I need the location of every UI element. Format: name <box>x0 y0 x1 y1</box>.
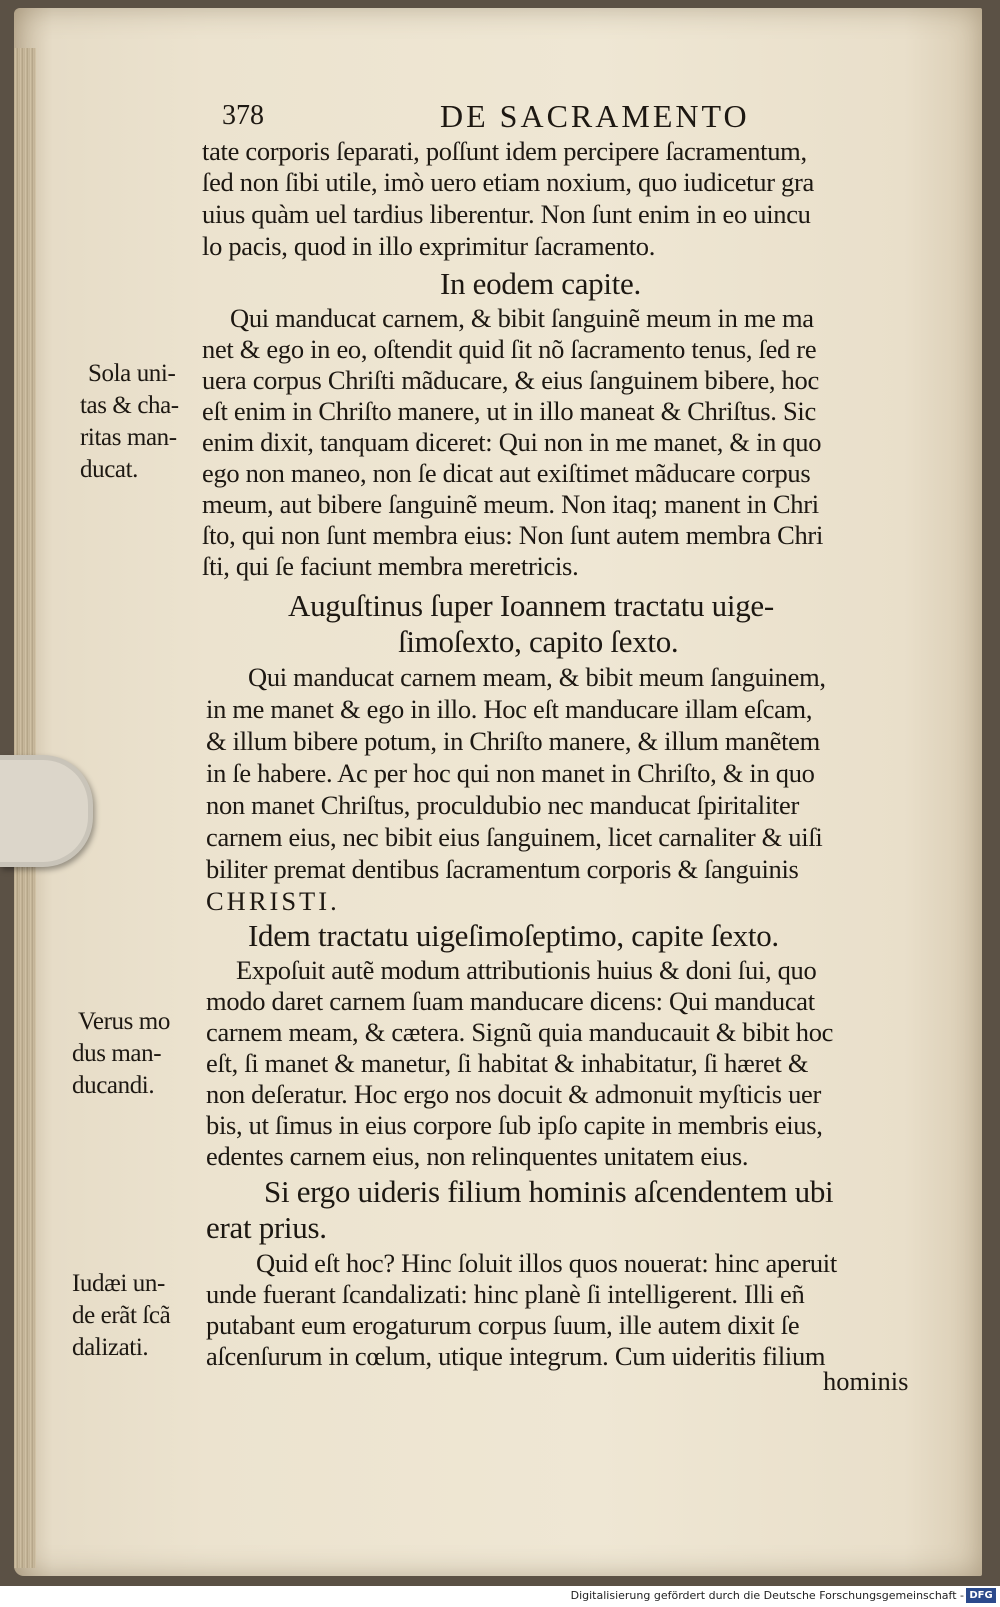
text-line: ego non maneo, non ſe dicat aut exiſtimet mãducare corpus <box>202 458 811 488</box>
marginal-note: dalizati. <box>72 1334 149 1361</box>
text-line: net & ego in eo, oſtendit quid ſit nõ ſacramento tenus, ſed re <box>202 334 817 364</box>
text-line: carnem eius, nec bibit eius ſanguinem, licet carnaliter & uiſi <box>206 822 823 852</box>
marginal-note: Iudæi un- <box>72 1270 165 1297</box>
text-line: modo daret carnem ſuam manducare dicens: Qui manducat <box>206 986 815 1016</box>
text-line: ſti, qui ſe faciunt membra meretricis. <box>202 551 579 581</box>
section-heading: Auguſtinus ſuper Ioannem tractatu uige- <box>288 588 774 623</box>
text-line: putabant eum erogaturum corpus ſuum, ille autem dixit ſe <box>206 1310 800 1340</box>
text-line: meum, aut bibere ſanguinẽ meum. Non itaq; manent in Chri <box>202 489 819 519</box>
marginal-note: de erãt ſcã <box>72 1302 171 1329</box>
text-line: eſt, ſi manet & manetur, ſi habitat & inhabitatur, ſi hæret & <box>206 1048 809 1078</box>
footer-credit: Digitalisierung gefördert durch die Deutsche Forschungsgemeinschaft - <box>570 1589 964 1602</box>
text-line: ſto, qui non ſunt membra eius: Non ſunt autem membra Chri <box>202 520 824 550</box>
marginal-note: tas & cha- <box>80 392 179 419</box>
page-number: 378 <box>222 100 264 131</box>
text-line: lo pacis, quod in illo exprimitur ſacramento. <box>202 231 656 261</box>
text-line: in ſe habere. Ac per hoc qui non manet in Chriſto, & in quo <box>206 758 815 788</box>
text-line: Qui manducat carnem meam, & bibit meum ſanguinem, <box>248 662 826 692</box>
marginal-note: ducat. <box>80 456 138 483</box>
text-line: enim dixit, tanquam diceret: Qui non in me manet, & in quo <box>202 427 822 457</box>
dfg-logo-icon: DFG <box>966 1588 996 1603</box>
text-line: uius quàm uel tardius liberentur. Non ſunt enim in eo uincu <box>202 199 811 229</box>
marginal-note: ritas man- <box>80 424 177 451</box>
text-line: Qui manducat carnem, & bibit ſanguinẽ meum in me ma <box>230 303 814 333</box>
text-line: ſed non ſibi utile, imò uero etiam noxium, quo iudicetur gra <box>202 167 814 197</box>
text-line: biliter premat dentibus ſacramentum corporis & ſanguinis <box>206 854 799 884</box>
text-line: uera corpus Chriſti mãducare, & eius ſanguinem bibere, hoc <box>202 365 819 395</box>
section-heading: Idem tractatu uigeſimoſeptimo, capite ſexto. <box>248 918 779 953</box>
text-line: aſcenſurum in cœlum, utique integrum. Cum uideritis filium <box>206 1341 826 1371</box>
text-line: unde fuerant ſcandalizati: hinc planè ſi intelligerent. Illi eñ <box>206 1279 805 1309</box>
catchword: hominis <box>823 1366 909 1396</box>
text-line: in me manet & ego in illo. Hoc eſt manducare illam eſcam, <box>206 694 813 724</box>
running-head: DE SACRAMENTO <box>440 98 750 134</box>
section-heading: erat prius. <box>206 1210 327 1245</box>
marginal-note: ducandi. <box>72 1072 155 1099</box>
book-clasp <box>0 755 93 867</box>
text-line: eſt enim in Chriſto manere, ut in illo maneat & Chriſtus. Sic <box>202 396 816 426</box>
text-line: bis, ut ſimus in eius corpore ſub ipſo capite in membris eius, <box>206 1110 823 1140</box>
marginal-note: dus man- <box>72 1040 162 1067</box>
section-heading: Si ergo uideris filium hominis aſcendentem ubi <box>264 1174 834 1209</box>
text-line: carnem meam, & cætera. Signũ quia manducauit & bibit hoc <box>206 1017 834 1047</box>
text-line: non deſeratur. Hoc ergo nos docuit & admonuit myſticis uer <box>206 1079 822 1109</box>
text-line: non manet Chriſtus, proculdubio nec manducat ſpiritaliter <box>206 790 799 820</box>
marginal-note: Verus mo <box>78 1008 170 1035</box>
text-line: Expoſuit autẽ modum attributionis huius & doni ſui, quo <box>236 955 817 985</box>
text-line: Quid eſt hoc? Hinc ſoluit illos quos nouerat: hinc aperuit <box>256 1248 837 1278</box>
text-line: tate corporis ſeparati, poſſunt idem percipere ſacramentum, <box>202 136 807 166</box>
text-line: & illum bibere potum, in Chriſto manere, & illum manẽtem <box>206 726 820 756</box>
marginal-note: Sola uni- <box>88 360 176 387</box>
section-heading: In eodem capite. <box>440 266 641 301</box>
text-line: CHRISTI. <box>206 886 340 916</box>
text-line: edentes carnem eius, non relinquentes unitatem eius. <box>206 1141 749 1171</box>
section-heading: ſimoſexto, capito ſexto. <box>398 624 679 659</box>
